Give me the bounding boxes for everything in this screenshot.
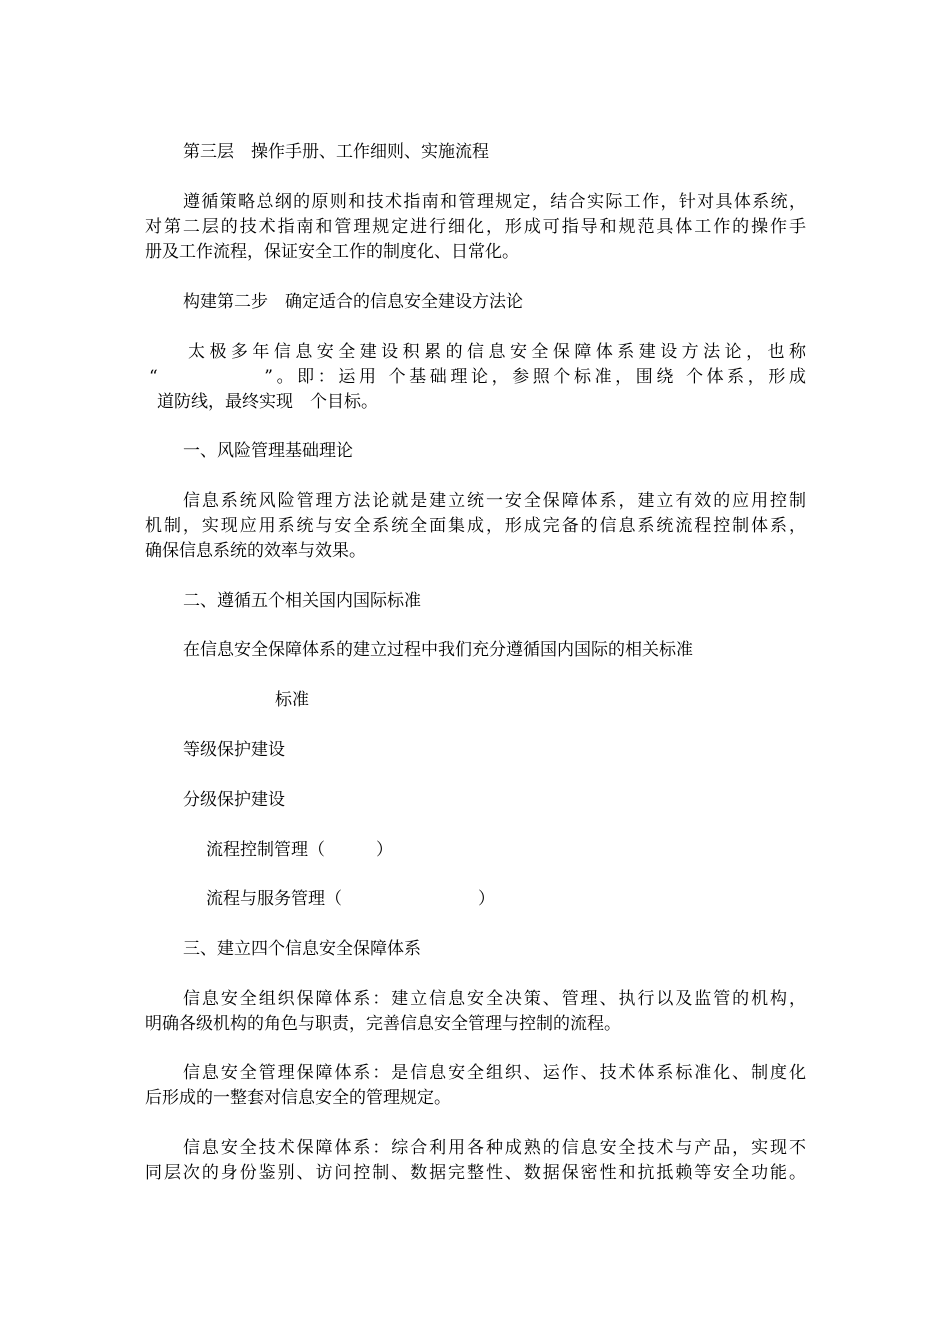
standard-item: 流程控制管理（ ） [206, 840, 393, 860]
org-system-line: 信息安全组织保障体系：建立信息安全决策、管理、执行以及监管的机构， [183, 989, 806, 1009]
org-system-line: 明确各级机构的角色与职责，完善信息安全管理与控制的流程。 [145, 1014, 621, 1034]
layer3-paragraph-line: 对第二层的技术指南和管理规定进行细化，形成可指导和规范具体工作的操作手 [145, 217, 806, 237]
section1-paragraph-line: 信息系统风险管理方法论就是建立统一安全保障体系，建立有效的应用控制 [183, 491, 806, 511]
standard-item: 等级保护建设 [183, 740, 285, 760]
methodology-line: 太极多年信息安全建设积累的信息安全保障体系建设方法论，也称 [188, 342, 806, 362]
layer3-paragraph-line: 遵循策略总纲的原则和技术指南和管理规定，结合实际工作，针对具体系统， [183, 192, 806, 212]
step2-heading: 构建第二步 确定适合的信息安全建设方法论 [183, 292, 523, 312]
standard-item: 流程与服务管理（ ） [206, 889, 495, 909]
section1-paragraph-line: 机制，实现应用系统与安全系统全面集成，形成完备的信息系统流程控制体系， [145, 516, 806, 536]
tech-system-line: 同层次的身份鉴别、访问控制、数据完整性、数据保密性和抗抵赖等安全功能。 [145, 1163, 806, 1183]
section2-heading: 二、遵循五个相关国内国际标准 [183, 591, 421, 611]
tech-system-line: 信息安全技术保障体系：综合利用各种成熟的信息安全技术与产品，实现不 [183, 1138, 806, 1158]
methodology-line: “ ”。即：运用 个基础理论，参照个标准，围绕 个体系，形成 [149, 367, 806, 387]
methodology-line: 道防线，最终实现 个目标。 [157, 392, 378, 412]
mgmt-system-line: 信息安全管理保障体系：是信息安全组织、运作、技术体系标准化、制度化 [183, 1063, 806, 1083]
mgmt-system-line: 后形成的一整套对信息安全的管理规定。 [145, 1088, 451, 1108]
layer3-paragraph-line: 册及工作流程，保证安全工作的制度化、日常化。 [145, 242, 519, 262]
layer3-heading: 第三层 操作手册、工作细则、实施流程 [183, 142, 489, 162]
standard-item: 标准 [275, 690, 309, 710]
section3-heading: 三、建立四个信息安全保障体系 [183, 939, 421, 959]
section2-intro: 在信息安全保障体系的建立过程中我们充分遵循国内国际的相关标准 [183, 640, 693, 660]
section1-paragraph-line: 确保信息系统的效率与效果。 [145, 541, 366, 561]
section1-heading: 一、风险管理基础理论 [183, 441, 353, 461]
standard-item: 分级保护建设 [183, 790, 285, 810]
